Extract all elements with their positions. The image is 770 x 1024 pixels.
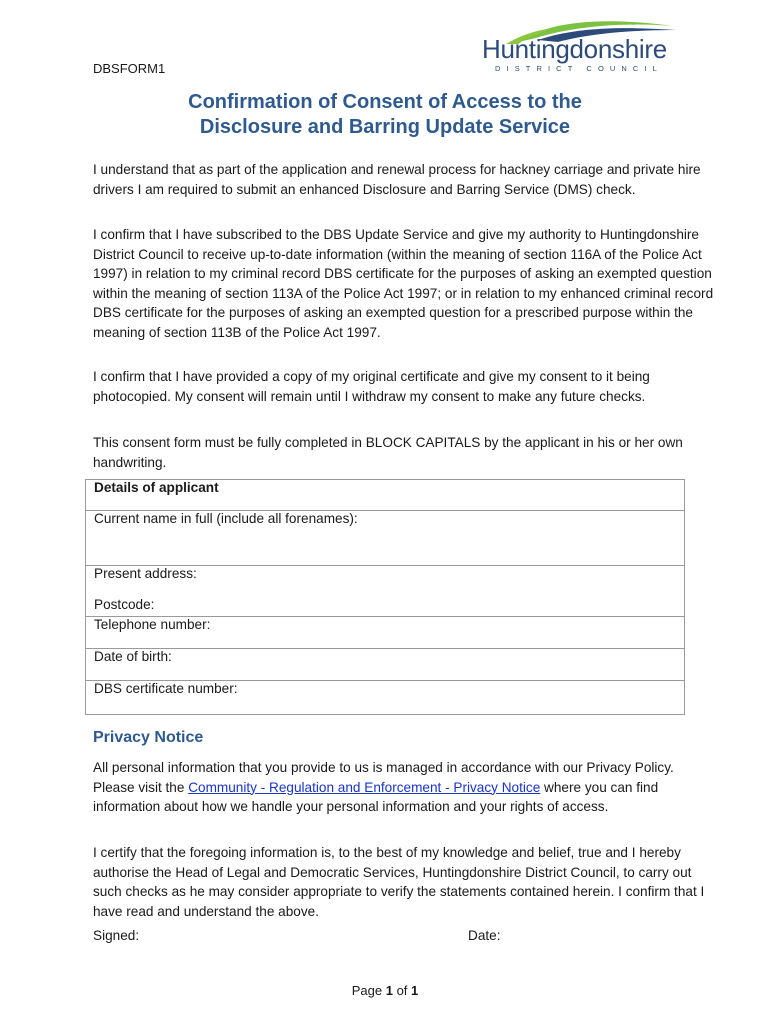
current-name-field[interactable]: Current name in full (include all forenames): [86,511,685,566]
intro-paragraph: I understand that as part of the application and renewal process for hackney carriage and private hire drivers I am required to submit an enhanced Disclosure and Barring Service (DMS) check. [93,162,701,197]
dbs-number-field[interactable]: DBS certificate number: [86,681,685,715]
address-field[interactable] [86,566,685,617]
block-capitals-paragraph: This consent form must be fully completed in BLOCK CAPITALS by the applicant in his or her own handwriting. [93,435,683,470]
dob-field[interactable]: Date of birth: [86,649,685,681]
privacy-notice-link[interactable]: Community - Regulation and Enforcement - Privacy Notice [188,779,541,795]
page-word: Page [351,983,383,998]
copy-consent-paragraph: I confirm that I have provided a copy of my original certificate and give my consent to it being photocopied. My consent will remain until I withdraw my consent to make any future checks. [93,369,650,404]
details-heading: Details of applicant [86,480,685,511]
privacy-paragraph [93,758,718,817]
page-total: 1 [411,983,419,998]
present-address-label: Present address: [94,566,197,581]
logo-subtitle: DISTRICT COUNCIL [495,64,663,73]
authority-paragraph: I confirm that I have subscribed to the DBS Update Service and give my authority to Huntingdonshire District Council to receive up-to-date information (within the meaning of section 116A of the Police Act 1997) in relation to my criminal record DBS certificate for the purposes of asking an exempted question within the meaning of section 113A of the Police Act 1997; or in relation to my enhanced criminal record DBS certificate for the purposes of asking an exempted question for a prescribed purpose within the meaning of section 113B of the Police Act 1997. [93,227,714,340]
council-logo [478,16,688,78]
page-title [0,90,770,140]
page-current: 1 [385,983,393,998]
of-word: of [396,983,408,998]
page-number [0,983,770,998]
title-line-2: Disclosure and Barring Update Service [199,116,571,138]
applicant-details-table [85,479,685,715]
certification-paragraph: I certify that the foregoing information is, to the best of my knowledge and belief, true and I hereby authorise the Head of Legal and Democratic Services, Huntingdonshire District Council, to carry out such checks as he may consider appropriate to verify the statements contained herein. I confirm that I have read and understand the above. [93,845,705,919]
date-label: Date: [468,928,501,943]
form-id: DBSFORM1 [93,61,166,76]
telephone-field[interactable]: Telephone number: [86,617,685,649]
logo-wordmark: Huntingdonshire [482,34,667,64]
signed-label: Signed: [93,928,140,943]
postcode-label: Postcode: [94,597,155,612]
privacy-heading: Privacy Notice [93,729,204,746]
privacy-text-after: where you can find information about how we handle your personal information and your rights of access. [93,779,659,814]
privacy-text-before: All personal information that you provide to us is managed in accordance with our Privacy Policy. Please visit the [93,760,674,795]
title-line-1: Confirmation of Consent of Access to the [188,91,582,113]
